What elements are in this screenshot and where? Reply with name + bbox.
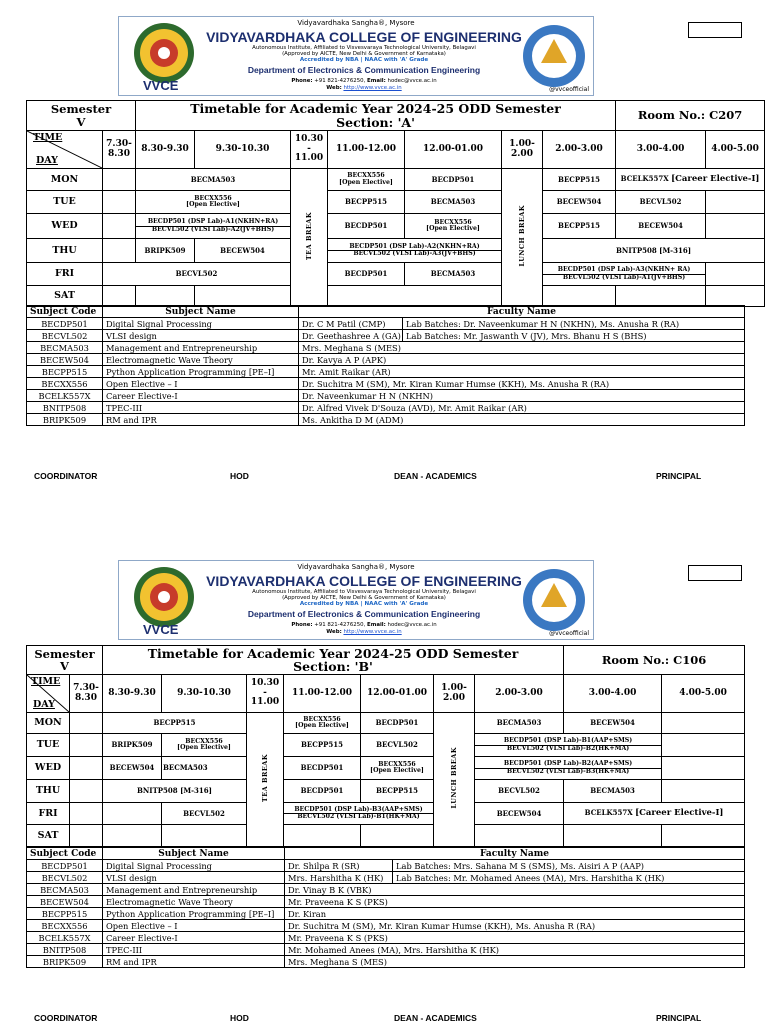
class-cell: BECPP515 (284, 734, 361, 757)
hod-signature: HOD (230, 471, 249, 481)
subject-row: BECMA503 Management and Entrepreneurship Dr. Vinay B K (VBK) (27, 884, 745, 896)
class-cell: BECXX556 [Open Elective] (162, 734, 247, 757)
day-thu: THU (27, 239, 103, 263)
slot-header: 9.30-10.30 (195, 131, 291, 169)
subject-row: BECDP501 Digital Signal Processing Dr. Shilpa R (SR) Lab Batches: Mrs. Sahana M S (SMS), Ms. Aisiri A P (AAP) (27, 860, 745, 872)
coordinator-signature: COORDINATOR (34, 1013, 98, 1023)
class-cell: BECPP515 (103, 713, 247, 734)
principal-signature: PRINCIPAL (656, 1013, 702, 1023)
time-day-corner: TIME DAY (27, 675, 70, 713)
class-cell: BECEW504 (616, 214, 706, 239)
day-tue: TUE (27, 191, 103, 214)
slot-header: 1.00-2.00 (434, 675, 475, 713)
class-cell: BRIPK509 (103, 734, 162, 757)
subject-row: BNITP508 TPEC-III Dr. Alfred Vivek D'Souza (AVD), Mr. Amit Raikar (AR) (27, 402, 745, 414)
semester-cell: Semester V (27, 101, 136, 131)
timetable-title: Timetable for Academic Year 2024-25 ODD Semester Section: 'B' (103, 646, 564, 675)
phone-label: Phone: (291, 78, 313, 84)
subject-name-header: Subject Name (103, 306, 299, 318)
slot-header: 12.00-01.00 (361, 675, 434, 713)
college-name: VIDYAVARDHAKA COLLEGE OF ENGINEERING (206, 29, 522, 45)
class-cell: BECEW504 (475, 803, 564, 825)
approval-line: (Approved by AICTE, New Delhi & Government of Karnataka) (282, 51, 446, 57)
accreditation-line: Accredited by NBA | NAAC with 'A' Grade (299, 57, 429, 63)
subject-row: BNITP508 TPEC-III Mr. Mohamed Anees (MA), Mrs. Harshitha K (HK) (27, 944, 745, 956)
class-cell: BRIPK509 (136, 239, 195, 263)
class-cell: BECEW504 (195, 239, 291, 263)
slot-header: 2.00-3.00 (543, 131, 616, 169)
email-label: Email: (367, 622, 386, 628)
slot-header: 11.00-12.00 (328, 131, 405, 169)
hod-signature: HOD (230, 1013, 249, 1023)
time-day-corner: TIME DAY (27, 131, 103, 169)
day-fri: FRI (27, 803, 70, 825)
slot-header: 8.30-9.30 (103, 675, 162, 713)
college-name: VIDYAVARDHAKA COLLEGE OF ENGINEERING (206, 573, 522, 589)
subject-row: BECVL502 VLSI design Mrs. Harshitha K (HK) Lab Batches: Mr. Mohamed Anees (MA), Mrs. Harshitha K (HK) (27, 872, 745, 884)
slot-header: 10.30 - 11.00 (291, 131, 328, 169)
class-cell: BECEW504 (103, 757, 162, 780)
faculty-name-header: Faculty Name (299, 306, 745, 318)
phone-value: +91 821-4276250, (314, 622, 366, 628)
lab-cell: BECDP501 (DSP Lab)-B3(AAP+SMS) BECVL502 (VLSI Lab)-B1(HK+MA) (284, 803, 434, 825)
room-number: Room No.: C207 (616, 101, 765, 131)
email-value: hodec@vvce.ac.in (387, 78, 437, 84)
principal-signature: PRINCIPAL (656, 471, 702, 481)
lunch-break-column: LUNCH BREAK (434, 713, 475, 847)
day-fri: FRI (27, 263, 103, 286)
class-cell: BECPP515 (543, 214, 616, 239)
subject-row: BECXX556 Open Elective – I Dr. Suchitra M (SM), Mr. Kiran Kumar Humse (KKH), Ms. Anusha R (RA) (27, 920, 745, 932)
class-cell: BECVL502 (361, 734, 434, 757)
class-cell: BECPP515 (361, 780, 434, 803)
class-cell: BECVL502 (475, 780, 564, 803)
subject-code-header: Subject Code (27, 306, 103, 318)
dean-signature: DEAN - ACADEMICS (394, 471, 477, 481)
college-short-name: VVCE (143, 78, 179, 93)
college-short-name: VVCE (143, 622, 179, 637)
subject-row: BRIPK509 RM and IPR Ms. Ankitha D M (ADM) (27, 414, 745, 426)
day-tue: TUE (27, 734, 70, 757)
subject-row: BECEW504 Electromagnetic Wave Theory Mr. Praveena K S (PKS) (27, 896, 745, 908)
email-value: hodec@vvce.ac.in (387, 622, 437, 628)
subject-row: BECMA503 Management and Entrepreneurship Mrs. Meghana S (MES) (27, 342, 745, 354)
day-mon: MON (27, 713, 70, 734)
class-cell: BNITP508 [M-316] (103, 780, 247, 803)
class-cell: BECXX556 [Open Elective] (136, 191, 291, 214)
web-label: Web: (326, 629, 342, 635)
lab-cell: BECDP501 (DSP Lab)-A3(NKHN+ RA) BECVL502 (VLSI Lab)-A1(JV+BHS) (543, 263, 706, 286)
approval-line: (Approved by AICTE, New Delhi & Government of Karnataka) (282, 595, 446, 601)
subject-list-section-b (26, 847, 745, 968)
day-thu: THU (27, 780, 70, 803)
day-mon: MON (27, 169, 103, 191)
class-cell: BECDP501 (284, 780, 361, 803)
web-link[interactable]: http://www.vvce.ac.in (343, 629, 402, 635)
lab-cell: BECDP501 (DSP Lab)-B2(AAP+SMS) BECVL502 (VLSI Lab)-B3(HK+MA) (475, 757, 662, 780)
slot-header: 4.00-5.00 (706, 131, 765, 169)
slot-header: 4.00-5.00 (662, 675, 745, 713)
affiliation-line: Autonomous Institute, Affiliated to Visvesvaraya Technological University, Belagavi (252, 589, 476, 595)
faculty-name-header: Faculty Name (285, 848, 745, 860)
class-cell: BECDP501 (328, 263, 405, 286)
affiliation-line: Autonomous Institute, Affiliated to Visvesvaraya Technological University, Belagavi (252, 45, 476, 51)
slot-header: 1.00-2.00 (502, 131, 543, 169)
subject-row: BECDP501 Digital Signal Processing Dr. C M Patil (CMP) Lab Batches: Dr. Naveenkumar H N (NKHN), Ms. Anusha R (RA) (27, 318, 745, 330)
class-cell: BECXX556 [Open Elective] (328, 169, 405, 191)
class-cell: BECMA503 (162, 757, 247, 780)
subject-row: BECVL502 VLSI design Dr. Geethashree A (GA) Lab Batches: Mr. Jaswanth V (JV), Mrs. Bhanu H S (BHS) (27, 330, 745, 342)
coordinator-signature: COORDINATOR (34, 471, 98, 481)
class-cell: BECMA503 (405, 263, 502, 286)
subject-list-section-a (26, 305, 745, 426)
college-header (118, 560, 594, 640)
slot-header: 11.00-12.00 (284, 675, 361, 713)
subject-row: BECPP515 Python Application Programming [PE–I] Mr. Amit Raikar (AR) (27, 366, 745, 378)
email-label: Email: (367, 78, 386, 84)
class-cell: BECXX556 [Open Elective] (405, 214, 502, 239)
subject-code-header: Subject Code (27, 848, 103, 860)
class-cell: BECVL502 (162, 803, 247, 825)
blank-stamp-box (688, 565, 742, 581)
phone-label: Phone: (291, 622, 313, 628)
room-number: Room No.: C106 (564, 646, 745, 675)
lab-cell: BECDP501 (DSP Lab)-A1(NKHN+RA) BECVL502 (VLSI Lab)-A2(JV+BHS) (136, 214, 291, 239)
lab-cell: BECDP501 (DSP Lab)-B1(AAP+SMS) BECVL502 (VLSI Lab)-B2(HK+MA) (475, 734, 662, 757)
class-cell: BECEW504 (564, 713, 662, 734)
day-sat: SAT (27, 286, 103, 307)
college-header (118, 16, 594, 96)
subject-name-header: Subject Name (103, 848, 285, 860)
timetable-title: Timetable for Academic Year 2024-25 ODD Semester Section: 'A' (136, 101, 616, 131)
slot-header: 3.00-4.00 (564, 675, 662, 713)
class-cell: BECPP515 (328, 191, 405, 214)
social-handle: @vvceofficial (549, 630, 589, 637)
department-name: Department of Electronics & Communication Engineering (247, 65, 481, 75)
class-cell: BECMA503 (564, 780, 662, 803)
timetable-section-a (26, 100, 765, 307)
class-cell: BCELK557X [Career Elective-I] (616, 169, 765, 191)
day-wed: WED (27, 757, 70, 780)
class-cell: BECMA503 (475, 713, 564, 734)
class-cell: BECEW504 (543, 191, 616, 214)
slot-header: 3.00-4.00 (616, 131, 706, 169)
lab-cell: BECDP501 (DSP Lab)-A2(NKHN+RA) BECVL502 (VLSI Lab)-A3(JV+BHS) (328, 239, 502, 263)
class-cell: BECDP501 (405, 169, 502, 191)
slot-header: 9.30-10.30 (162, 675, 247, 713)
sangha-line: Vidyavardhaka Sangha®, Mysore (297, 19, 415, 27)
class-cell: BECMA503 (136, 169, 291, 191)
subject-row: BECXX556 Open Elective – I Dr. Suchitra M (SM), Mr. Kiran Kumar Humse (KKH), Ms. Anusha R (RA) (27, 378, 745, 390)
day-sat: SAT (27, 825, 70, 847)
blank-stamp-box (688, 22, 742, 38)
web-link[interactable]: http://www.vvce.ac.in (343, 85, 402, 91)
slot-header: 10.30 - 11.00 (247, 675, 284, 713)
slot-header: 7.30-8.30 (103, 131, 136, 169)
class-cell: BCELK557X [Career Elective-I] (564, 803, 745, 825)
department-name: Department of Electronics & Communication Engineering (247, 609, 481, 619)
sangha-line: Vidyavardhaka Sangha®, Mysore (297, 563, 415, 571)
phone-value: +91 821-4276250, (314, 78, 366, 84)
timetable-section-b (26, 645, 745, 847)
class-cell: BECXX556 [Open Elective] (361, 757, 434, 780)
class-cell: BECPP515 (543, 169, 616, 191)
slot-header: 7.30-8.30 (70, 675, 103, 713)
accreditation-seal-icon (521, 23, 587, 89)
class-cell: BNITP508 [M-316] (543, 239, 765, 263)
class-cell: BECDP501 (328, 214, 405, 239)
web-label: Web: (326, 85, 342, 91)
social-handle: @vvceofficial (549, 86, 589, 93)
day-wed: WED (27, 214, 103, 239)
semester-cell: Semester V (27, 646, 103, 675)
class-cell: BECVL502 (616, 191, 706, 214)
accreditation-seal-icon (521, 567, 587, 633)
class-cell: BECVL502 (103, 263, 291, 286)
class-cell: BECMA503 (405, 191, 502, 214)
dean-signature: DEAN - ACADEMICS (394, 1013, 477, 1023)
class-cell: BECDP501 (284, 757, 361, 780)
tea-break-column: TEA BREAK (247, 713, 284, 847)
slot-header: 8.30-9.30 (136, 131, 195, 169)
subject-row: BRIPK509 RM and IPR Mrs. Meghana S (MES) (27, 956, 745, 968)
subject-row: BECPP515 Python Application Programming [PE–I] Dr. Kiran (27, 908, 745, 920)
accreditation-line: Accredited by NBA | NAAC with 'A' Grade (299, 601, 429, 607)
lunch-break-column: LUNCH BREAK (502, 169, 543, 307)
tea-break-column: TEA BREAK (291, 169, 328, 307)
subject-row: BCELK557X Career Elective-I Mr. Praveena K S (PKS) (27, 932, 745, 944)
subject-row: BCELK557X Career Elective-I Dr. Naveenkumar H N (NKHN) (27, 390, 745, 402)
slot-header: 12.00-01.00 (405, 131, 502, 169)
class-cell: BECXX556 [Open Elective] (284, 713, 361, 734)
subject-row: BECEW504 Electromagnetic Wave Theory Dr. Kavya A P (APK) (27, 354, 745, 366)
slot-header: 2.00-3.00 (475, 675, 564, 713)
class-cell: BECDP501 (361, 713, 434, 734)
